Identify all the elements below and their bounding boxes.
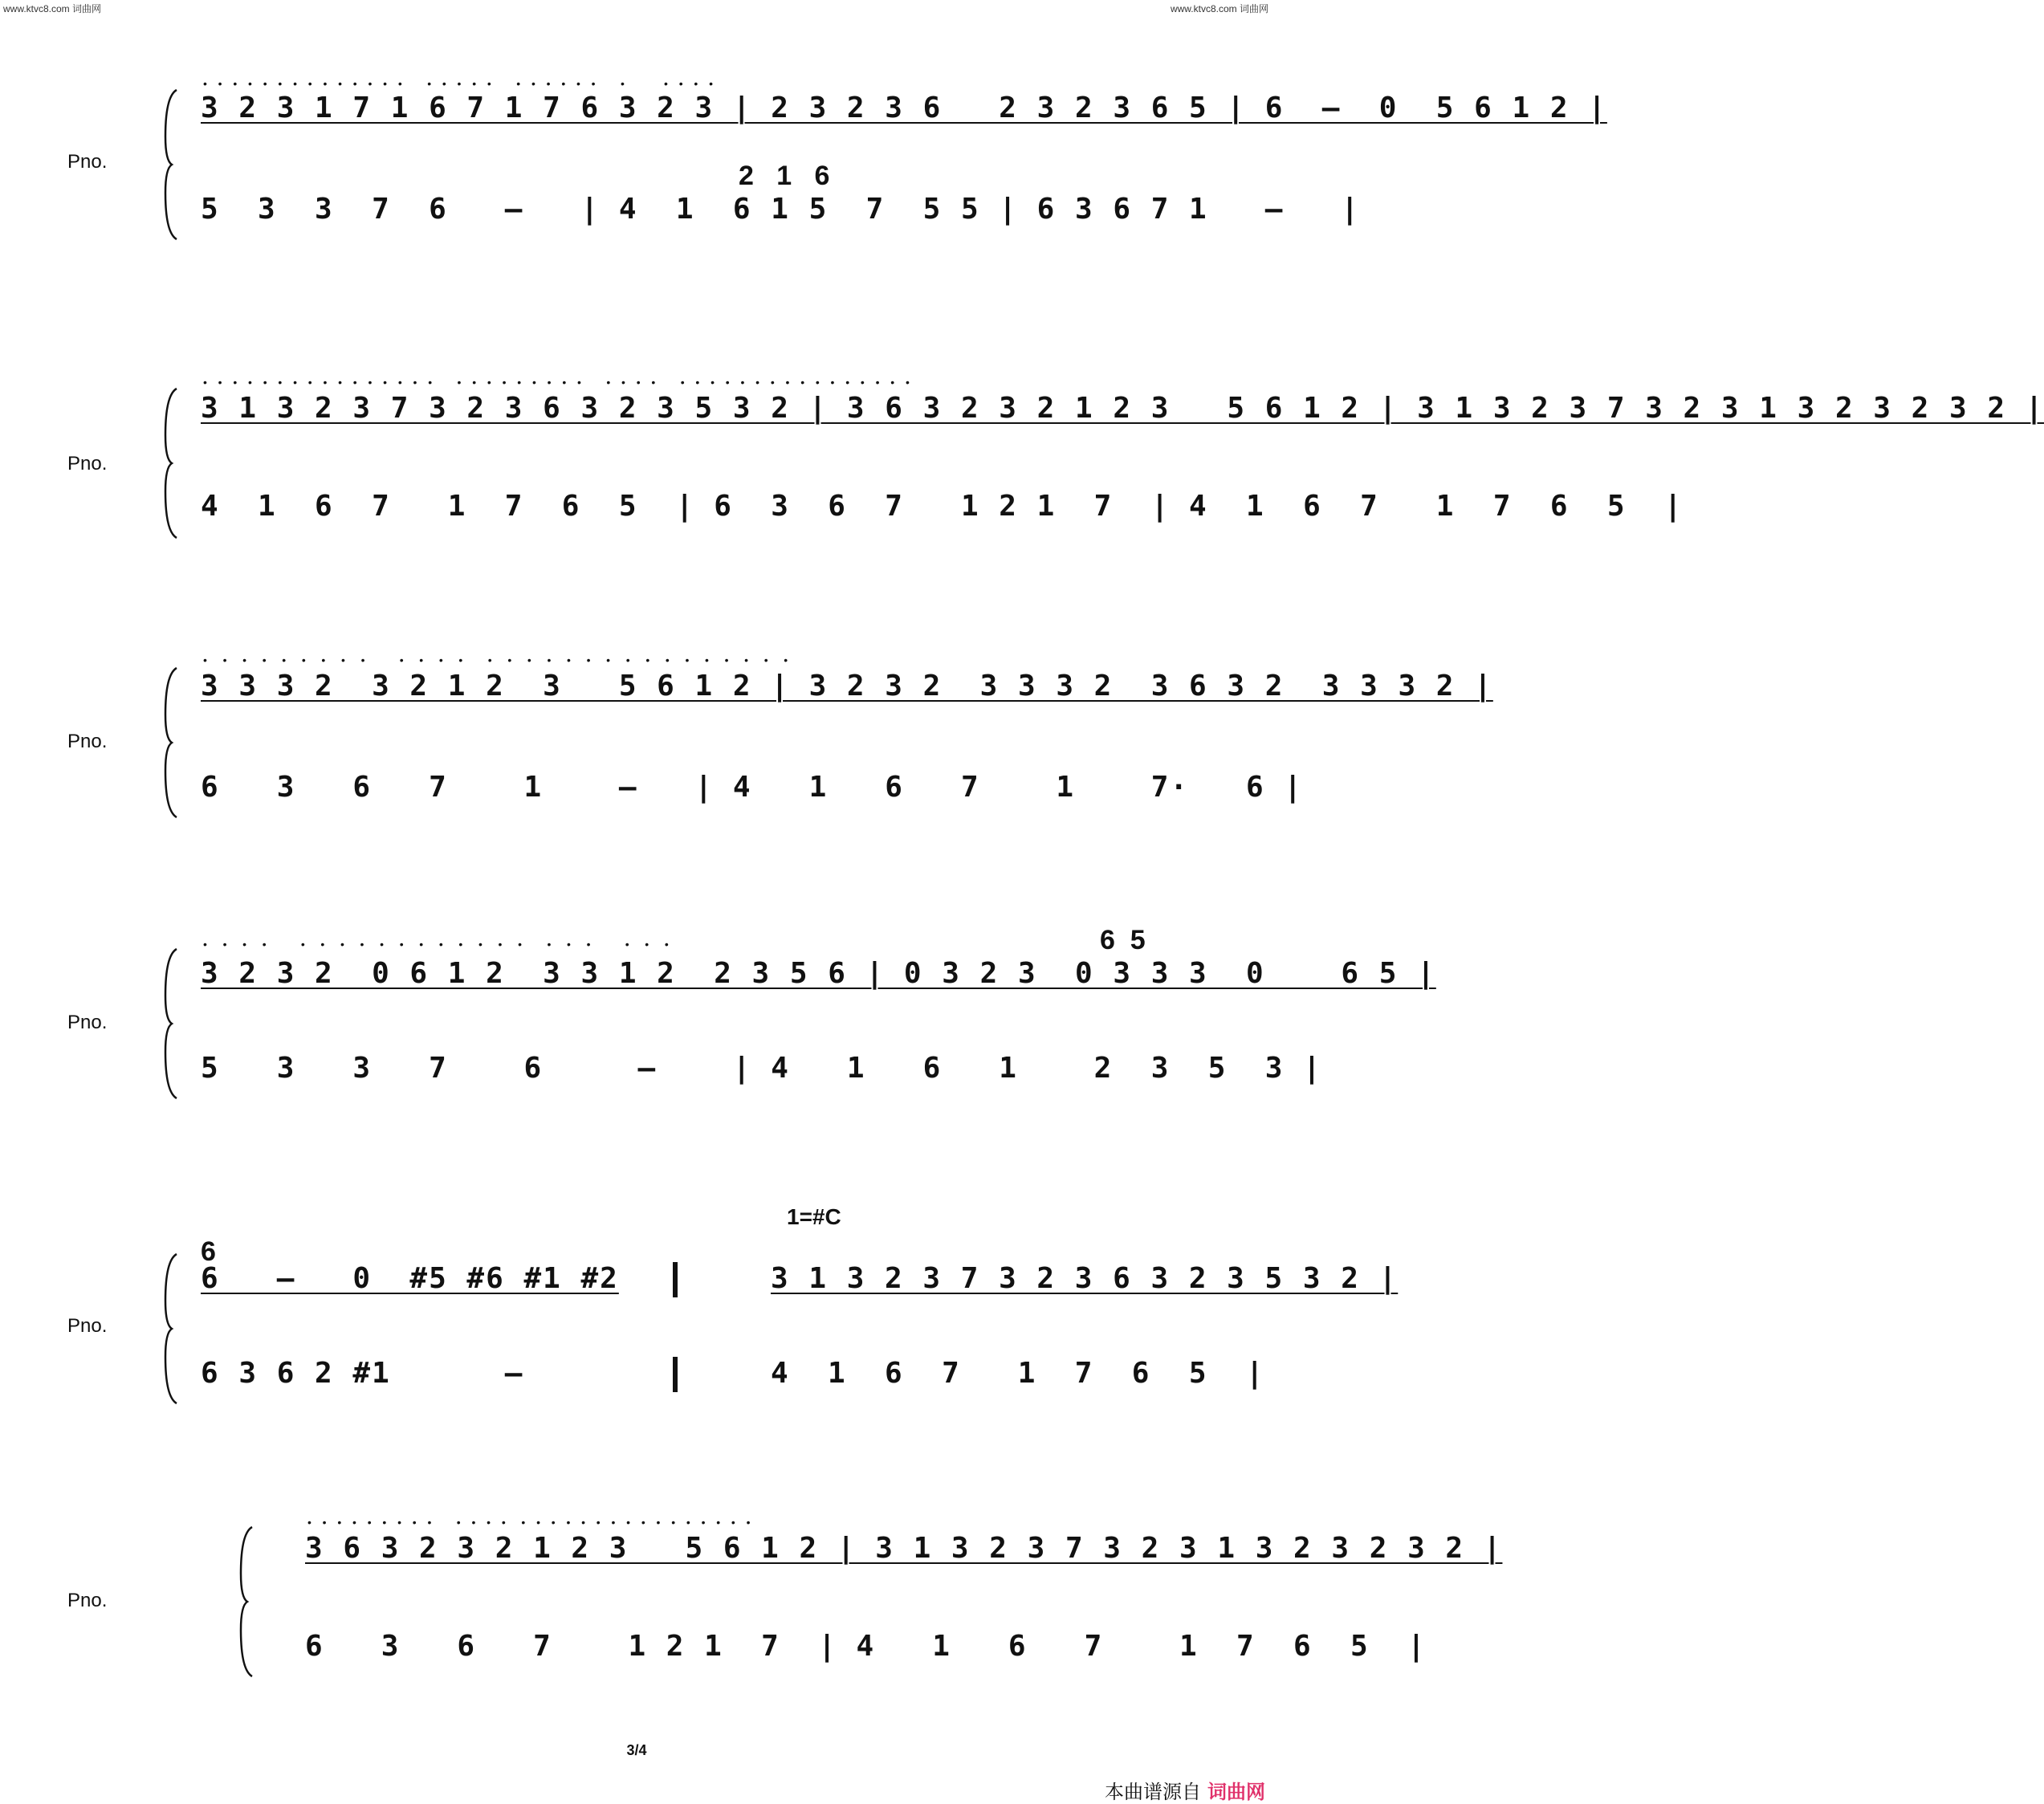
brace xyxy=(161,387,180,540)
octave-dots: • • • • • • • • • • • • • • • • • • • • • • • • • • • • • • • • • • • • • • • • • • • • • xyxy=(203,376,911,389)
upper-staff: 3 1 3 2 3 7 3 2 3 6 3 2 3 5 3 2 | 3 6 3 2 3 2 1 2 3 5 6 1 2 | 3 1 3 2 3 7 3 2 3 1 3 2 3 2 3 2 | xyxy=(201,392,2044,425)
lower-staff-a: 6 3 6 2 #1 – xyxy=(201,1357,524,1390)
key-signature: 1=#C xyxy=(787,1204,841,1229)
section-bar xyxy=(673,1357,678,1392)
page-number: 3/4 xyxy=(626,1742,647,1758)
octave-dots: • • • • • • • • • • • • • • • • • • • • • • • • • • • • • • xyxy=(203,77,715,90)
upper-staff-a: 6 – 0 #5 #6 #1 #2 xyxy=(201,1262,619,1295)
brace xyxy=(236,1525,255,1678)
brace xyxy=(161,88,180,241)
footer-brand[interactable]: 词曲网 xyxy=(1207,1782,1265,1803)
instrument-label: Pno. xyxy=(67,1012,108,1033)
brace xyxy=(161,1252,180,1405)
chord-notes: 2 1 6 xyxy=(739,161,830,191)
lower-staff: 6 3 6 7 1 2 1 7 | 4 1 6 7 1 7 6 5 | xyxy=(305,1630,1427,1663)
upper-staff: 3 3 3 2 3 2 1 2 3 5 6 1 2 | 3 2 3 2 3 3 3 2 3 6 3 2 3 3 3 2 | xyxy=(201,670,1493,702)
upper-staff: 3 2 3 1 7 1 6 7 1 7 6 3 2 3 | 2 3 2 3 6 2 3 2 3 6 5 | 6 – 0 5 6 1 2 | xyxy=(201,92,1607,124)
chord-top: 6 xyxy=(201,1236,216,1267)
brace xyxy=(161,947,180,1100)
score-system-5 xyxy=(0,1204,1399,1397)
footer-text: 本曲谱源自 xyxy=(1105,1782,1201,1803)
lower-staff: 6 3 6 7 1 – | 4 1 6 7 1 7· 6 | xyxy=(201,771,1304,804)
lower-staff-b: 4 1 6 7 1 7 6 5 | xyxy=(771,1357,1265,1390)
upper-staff: 3 6 3 2 3 2 1 2 3 5 6 1 2 | 3 1 3 2 3 7 3 2 3 1 3 2 3 2 3 2 | xyxy=(305,1532,1503,1565)
header-left: www.ktvc8.com 词曲网 xyxy=(3,3,102,14)
score-system-4 xyxy=(0,925,1436,1108)
octave-dots: • • • • • • • • • • • • • • • • • • • • • • xyxy=(203,938,670,951)
instrument-label: Pno. xyxy=(67,453,108,474)
score-system-1 xyxy=(0,72,1607,249)
footer xyxy=(1105,1776,1265,1804)
lower-staff: 5 3 3 7 6 – | 4 1 6 1 5 7 5 5 | 6 3 6 7 1 – | xyxy=(201,193,1361,226)
octave-dots: • • • • • • • • • • • • • • • • • • • • • • • • • • • • • xyxy=(307,1516,752,1529)
header-right: www.ktvc8.com 词曲网 xyxy=(1170,3,1268,14)
score-system-6 xyxy=(0,1509,1503,1686)
lower-staff: 4 1 6 7 1 7 6 5 | 6 3 6 7 1 2 1 7 | 4 1 6 7 1 7 6 5 | xyxy=(201,490,1684,523)
upper-staff: 3 2 3 2 0 6 1 2 3 3 1 2 2 3 5 6 | 0 3 2 3 0 3 3 3 0 6 5 | xyxy=(201,957,1436,990)
score-system-3 xyxy=(0,650,1493,827)
instrument-label: Pno. xyxy=(67,731,108,752)
brace xyxy=(161,666,180,819)
lower-staff: 5 3 3 7 6 – | 4 1 6 1 2 3 5 3 | xyxy=(201,1052,1322,1085)
octave-dots: • • • • • • • • • • • • • • • • • • • • • • • • • • • • • xyxy=(203,654,790,666)
instrument-label: Pno. xyxy=(67,1590,108,1611)
instrument-label: Pno. xyxy=(67,151,108,173)
instrument-label: Pno. xyxy=(67,1315,108,1337)
score-system-2 xyxy=(0,369,2044,546)
chord-top: 6 5 xyxy=(1100,925,1146,955)
upper-staff-b: 3 1 3 2 3 7 3 2 3 6 3 2 3 5 3 2 | xyxy=(771,1262,1399,1295)
section-bar xyxy=(673,1262,678,1297)
